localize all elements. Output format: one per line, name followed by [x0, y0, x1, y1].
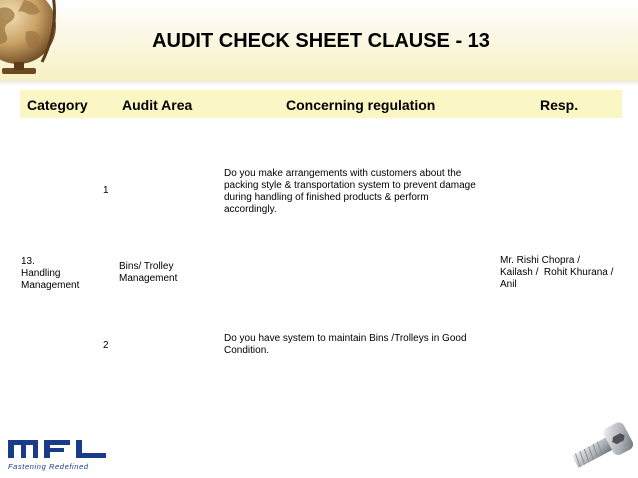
- page-title: AUDIT CHECK SHEET CLAUSE - 13: [152, 30, 490, 52]
- header-shadow: [0, 80, 638, 86]
- header-category: Category: [27, 97, 88, 113]
- bolt-icon: [568, 418, 638, 478]
- regulation-text: Do you have system to maintain Bins /Trolleys in Good Condition.: [224, 333, 467, 356]
- svg-text:Fastening Redefined: Fastening Redefined: [8, 462, 89, 471]
- regulation-text: Do you make arrangements with customers about the packing style & transportation system to prevent damage during handling of finished products & perform accordingly.: [224, 168, 476, 215]
- responsible-cell: Mr. Rishi Chopra / Kailash / Rohit Khurana / Anil: [500, 255, 614, 290]
- header-responsible: Resp.: [540, 97, 579, 113]
- audit-area-cell: Bins/ Trolley Management: [119, 261, 178, 284]
- mfl-logo: [6, 438, 110, 472]
- header-concerning-regulation: Concerning regulation: [286, 97, 436, 113]
- header-audit-area: Audit Area: [122, 97, 193, 113]
- item-number: 2: [103, 340, 109, 351]
- category-cell: 13. Handling Management: [21, 256, 80, 291]
- item-number: 1: [103, 185, 109, 196]
